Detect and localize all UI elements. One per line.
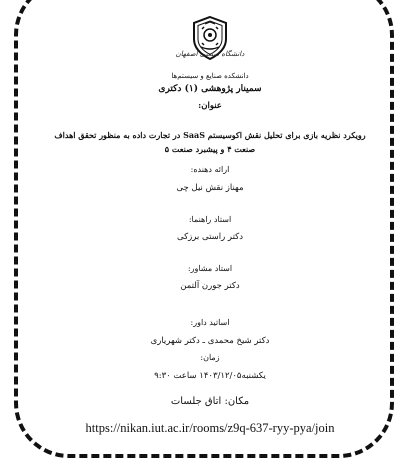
time-label: زمان:	[200, 353, 220, 362]
advisor-label: استاد راهنما:	[188, 215, 232, 224]
seminar-title: سمینار پژوهشی (۱) دکتری	[158, 84, 262, 94]
thesis-title	[34, 128, 386, 156]
meeting-place: مکان: اتاق جلسات	[170, 396, 250, 407]
judges-names: دکتر شیخ محمدی ـ دکتر شهریاری	[150, 336, 270, 346]
presenter-name: مهناز نقش نیل چی	[176, 183, 244, 193]
consultant-name: دکتر جورن آلتمن	[180, 281, 240, 291]
meeting-link[interactable]: https://nikan.iut.ac.ir/rooms/z9q-637-ryy-pya/join	[85, 421, 335, 435]
logo-caption: دانشگاه صنعتی اصفهان	[175, 50, 245, 58]
thesis-title-line-2: صنعت ۴ و پیشبرد صنعت ۵	[164, 144, 256, 154]
thesis-title-line-1: رویکرد نظریه بازی برای تحلیل نقش اکوسیستم SaaS در تجارت داده به منظور تحقق اهداف	[54, 130, 366, 140]
advisor-name: دکتر راستی برزکی	[176, 232, 244, 242]
presenter-label: ارائه دهنده:	[190, 165, 230, 174]
title-label: عنوان:	[198, 101, 222, 111]
consultant-label: استاد مشاور:	[187, 264, 233, 273]
judges-label: اساتید داور:	[190, 318, 230, 327]
faculty-name: دانشکده صنایع و سیستم‌ها	[171, 72, 249, 80]
time-value: یکشنبه۱۴۰۳/۱۲/۰۵ ساعت ۹:۳۰	[154, 371, 266, 381]
